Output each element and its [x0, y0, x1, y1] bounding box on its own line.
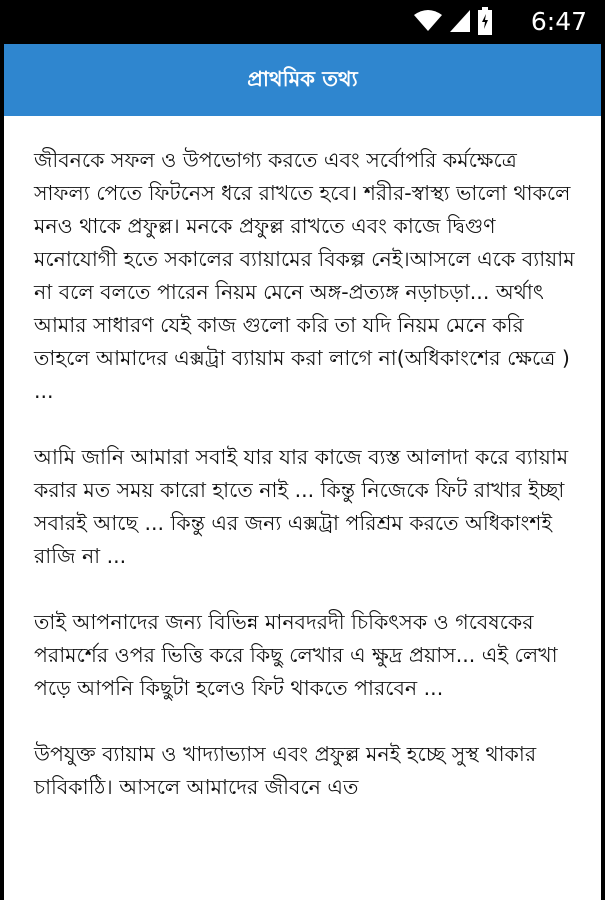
wifi-icon: [413, 9, 443, 37]
app-bar: [4, 44, 601, 116]
paragraph-1: জীবনকে সফল ও উপভোগ্য করতে এবং সর্বোপরি কর্মক্ষেত্রে সাফল্য পেতে ফিটনেস ধরে রাখতে হবে। শরীর-স্বাস্থ্য ভালো থাকলে মনও থাকে প্রফুল্ল। মনকে প্রফুল্ল রাখতে এবং কাজে দ্বিগুণ মনোযোগী হতে সকালের ব্যায়ামের বিকল্প নেই।আসলে একে ব্যায়াম না বলে বলতে পারেন নিয়ম মেনে অঙ্গ-প্রত্যঙ্গ নড়াচড়া... অর্থাৎ আমার সাধারণ যেই কাজ গুলো করি তা যদি নিয়ম মেনে করি তাহলে আমাদের এক্সট্রা ব্যায়াম করা লাগে না(অধিকাংশের ক্ষেত্রে ) ...: [34, 148, 575, 403]
article-body: [4, 116, 601, 804]
status-icons: [413, 10, 493, 36]
paragraph-3: তাই আপনাদের জন্য বিভিন্ন মানবদরদী চিকিৎসক ও গবেষকের পরামর্শের ওপর ভিত্তি করে কিছু লেখার এ ক্ষুদ্র প্রয়াস... এই লেখা পড়ে আপনি কিছুটা হলেও ফিট থাকতে পারবেন ...: [34, 610, 558, 700]
paragraph-2: আমি জানি আমারা সবাই যার যার কাজে ব্যস্ত আলাদা করে ব্যায়াম করার মত সময় কারো হাতে নাই ... কিন্তু নিজেকে ফিট রাখার ইচ্ছা সবারই আছে ... কিন্তু এর জন্য এক্সট্রা পরিশ্রম করতে অধিকাংশই রাজি না ...: [34, 445, 569, 568]
page-title: প্রাথমিক তথ্য: [247, 66, 358, 91]
paragraph-4: উপযুক্ত ব্যায়াম ও খাদ্যাভ্যাস এবং প্রফুল্ল মনই হচ্ছে সুস্থ থাকার চাবিকাঠি। আসলে আমাদের জীবনে এত: [34, 742, 537, 799]
status-time: 6:47: [530, 7, 587, 36]
signal-icon: [449, 9, 471, 37]
status-bar: [0, 0, 605, 44]
battery-icon: [477, 7, 493, 39]
content-area[interactable]: [4, 116, 601, 900]
